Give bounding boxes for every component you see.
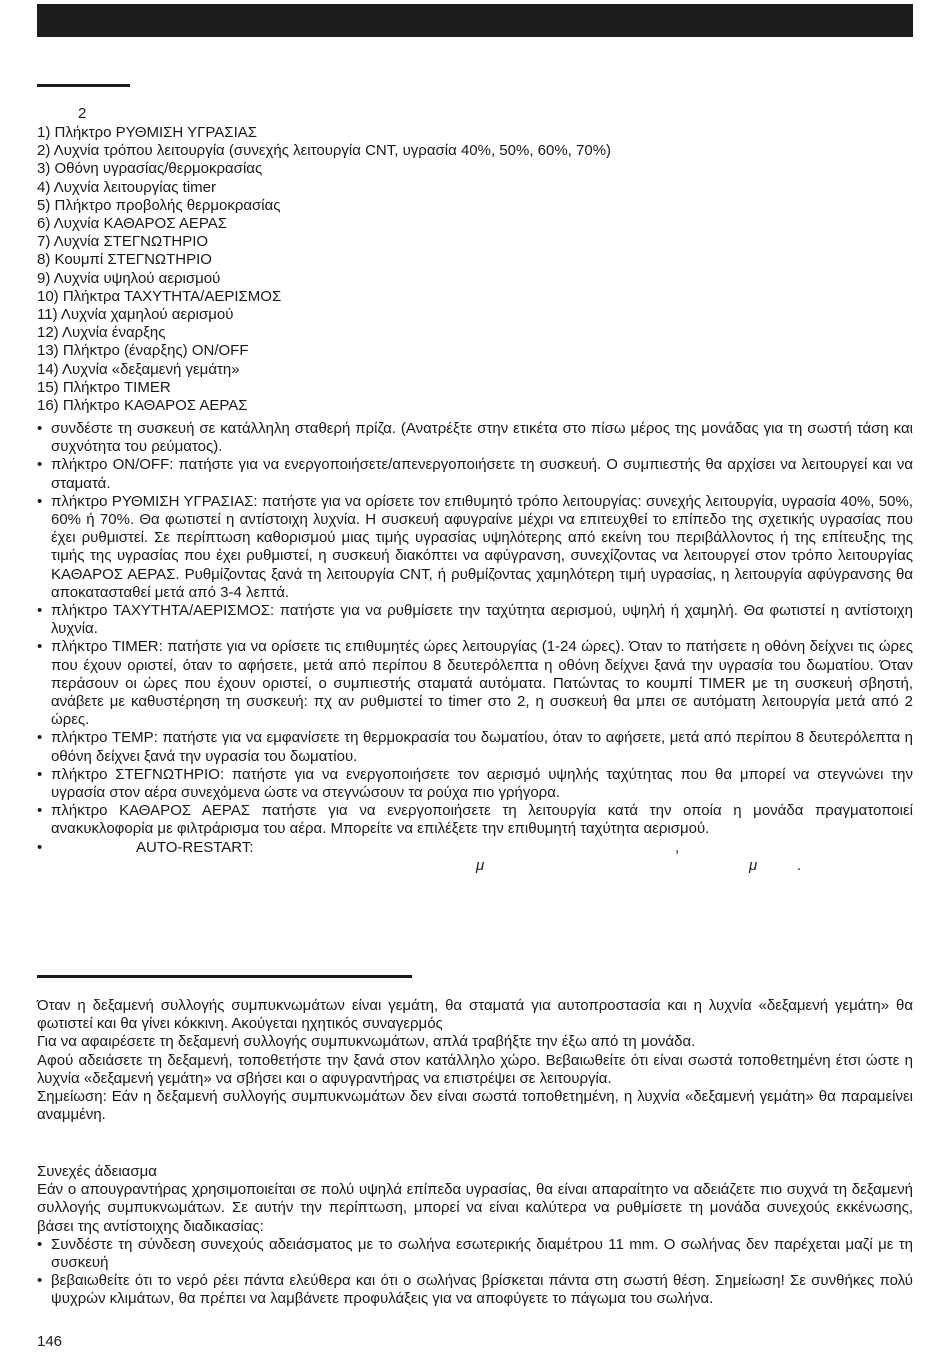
legend-item: 4) Λυχνία λειτουργίας timer bbox=[37, 178, 216, 196]
instruction-item: • πλήκτρο ΡΥΘΜΙΣΗ ΥΓΡΑΣΙΑΣ: πατήστε για να ορίσετε τον επιθυμητό τρόπο λειτουργίας: συνεχής λειτουργία, υγρασία 40%, 50%, 60% ή 70%. Θα φωτιστεί η αντίστοιχη λυχνία. Η συσκευή αφυγραίνε μέχρι να επιτευχθεί το επίπεδο της σχετικής υγρασίας που έχει ρυθμιστεί. Σε περίπτωση καθορισμού μιας τιμής υγρασίας υψηλότερης από εκείνη του περιβάλλοντος ή της επίτευξης της τιμής της υγρασίας που έχει ρυθμιστεί, η συσκευή διακόπτει να αφύγρανση, συνεχίζοντας να λειτουργεί στον τρόπο λειτουργίας ΚΑΘΑΡΟΣ ΑΕΡΑΣ. Ρυθμίζοντας ξανά τη λειτουργία CNT, ή ρυθμίζοντας χαμηλότερη τιμή υγρασίας, η λειτουργία αφύγρανσης θα αποκατασταθεί μετά από 3-4 λεπτά. bbox=[37, 492, 913, 601]
continuous-drain-section bbox=[37, 1163, 913, 1309]
instruction-item: • πλήκτρο TIMER: πατήστε για να ορίσετε τις επιθυμητές ώρες λειτουργίας (1-24 ώρες). Όταν το πατήσετε η οθόνη δείχνει τις ώρες που έχουν οριστεί, όταν το αφήσετε, μετά από περίπου 8 δευτερόλεπτα η οθόνη δείχνει ξανά την υγρασία του δωματίου. Όταν περάσουν οι ώρες που έχουν οριστεί, ο συμπιεστής σταματά αυτόματα. Πατώντας το κουμπί TIMER με τη συσκευή σβηστή, ανάβετε με καθυστέρηση τη συσκευή: πχ αν ρυθμιστεί το timer στο 2, η συσκευή θα μπει σε αυτόματη λειτουργία μετά από 2 ώρες. bbox=[37, 638, 913, 729]
section-rule-top bbox=[37, 84, 130, 87]
instruction-item: • πλήκτρο ΚΑΘΑΡΟΣ ΑΕΡΑΣ πατήστε για να ενεργοποιήσετε τη λειτουργία κατά την οποία η μονάδα πραγματοποιεί ανακυκλοφορία με φιλτράρισμα του αέρα. Μπορείτε να επιλέξετε την επιθυμητή ταχύτητα αερισμού. bbox=[37, 802, 913, 838]
bullet-mark: • bbox=[37, 492, 43, 510]
instruction-item: • πλήκτρο ΤΑΧΥΤΗΤΑ/ΑΕΡΙΣΜΟΣ: πατήστε για να ρυθμίσετε την ταχύτητα αερισμού, υψηλή ή χαμηλή. Θα φωτιστεί η αντίστοιχη λυχνία. bbox=[37, 602, 913, 638]
tank-paragraph: Αφού αδειάσετε τη δεξαμενή, τοποθετήστε την ξανά στον κατάλληλο χώρο. Βεβαιωθείτε ότι είναι σωστά τοποθετημένη έτσι ώστε η λυχνία «δεξαμενή γεμάτη» να σβήσει και ο αφυγραντήρας να επιστρέψει σε λειτουργία. bbox=[37, 1051, 913, 1087]
bullet-mark: • bbox=[37, 456, 43, 474]
legend-item: 8) Κουμπί ΣΤΕΓΝΩΤΗΡΙΟ bbox=[37, 251, 212, 269]
bullet-mark: • bbox=[37, 802, 43, 820]
instruction-item: • πλήκτρο ON/OFF: πατήστε για να ενεργοποιήσετε/απενεργοποιήσετε τη συσκευή. Ο συμπιεστής θα αρχίσει να λειτουργεί και να σταματά. bbox=[37, 456, 913, 492]
control-legend bbox=[37, 124, 913, 415]
auto-restart-period: . bbox=[797, 856, 802, 874]
instructions-list bbox=[37, 420, 913, 875]
legend-item: 3) Οθόνη υγρασίας/θερμοκρασίας bbox=[37, 160, 263, 178]
bullet-mark: • bbox=[37, 638, 43, 656]
legend-item: 11) Λυχνία χαμηλού αερισμού bbox=[37, 306, 234, 324]
drain-step: • Συνδέστε τη σύνδεση συνεχούς αδειάσματος με το σωλήνα εσωτερικής διαμέτρου 11 mm. Ο σωλήνας δεν παρέχεται μαζί με τη συσκευή bbox=[37, 1235, 913, 1272]
auto-restart-label: AUTO-RESTART: bbox=[136, 838, 254, 856]
bullet-mark: • bbox=[37, 765, 43, 783]
section-rule-bottom bbox=[37, 975, 412, 978]
page-number: 146 bbox=[37, 1333, 63, 1350]
tank-paragraph: Σημείωση: Εάν η δεξαμενή συλλογής συμπυκνωμάτων δεν είναι σωστά τοποθετημένη, η λυχνία «δεξαμενή γεμάτη» θα παραμείνει αναμμένη. bbox=[37, 1088, 913, 1124]
drain-step: • βεβαιωθείτε ότι το νερό ρέει πάντα ελεύθερα και ότι ο σωλήνας βρίσκεται πάντα στη σωστή θέση. Σημείωση! Σε συνθήκες πολύ ψυχρών κλιμάτων, θα πρέπει να λαμβάνετε προφυλάξεις για να αποφύγετε το πάγωμα του σωλήνα. bbox=[37, 1272, 913, 1308]
legend-item: 13) Πλήκτρο (έναρξης) ON/OFF bbox=[37, 342, 249, 360]
legend-item: 1) Πλήκτρο ΡΥΘΜΙΣΗ ΥΓΡΑΣΙΑΣ bbox=[37, 124, 258, 141]
legend-item: 6) Λυχνία ΚΑΘΑΡΟΣ ΑΕΡΑΣ bbox=[37, 215, 228, 233]
legend-item: 2) Λυχνία τρόπου λειτουργία (συνεχής λειτουργία CNT, υγρασία 40%, 50%, 60%, 70%) bbox=[37, 142, 612, 160]
tank-paragraph: Για να αφαιρέσετε τη δεξαμενή συλλογής συμπυκνωμάτων, απλά τραβήξτε την έξω από τη μονάδα. bbox=[37, 1033, 696, 1051]
legend-item: 15) Πλήκτρο TIMER bbox=[37, 378, 171, 396]
drain-intro: Εάν ο απουγραντήρας χρησιμοποιείται σε πολύ υψηλά επίπεδα υγρασίας, θα είναι απαραίτητο να αδειάζετε πιο συχνά τη δεξαμενή συλλογής συμπυκνωμάτων. Σε αυτήν την περίπτωση, μπορεί να είναι καλύτερα να ρυθμίσετε τη μονάδα συνεχούς εκκένωσης, βάσει της αντίστοιχης διαδικασίας: bbox=[37, 1181, 913, 1235]
legend-item: 12) Λυχνία έναρξης bbox=[37, 324, 166, 342]
bullet-mark: • bbox=[37, 420, 43, 437]
drain-title: Συνεχές άδειασμα bbox=[37, 1163, 157, 1180]
header-bar bbox=[37, 4, 913, 37]
instruction-item: • συνδέστε τη συσκευή σε κατάλληλη σταθερή πρίζα. (Ανατρέξτε στην ετικέτα στο πίσω μέρος της μονάδας για τη σωστή τάση και συχνότητα του ρεύματος). bbox=[37, 420, 913, 456]
legend-item: 14) Λυχνία «δεξαμενή γεμάτη» bbox=[37, 360, 240, 378]
auto-restart-mu: μ bbox=[749, 856, 758, 874]
legend-item: 7) Λυχνία ΣΤΕΓΝΩΤΗΡΙΟ bbox=[37, 233, 209, 251]
instruction-item: • πλήκτρο TEMP: πατήστε για να εμφανίσετε τη θερμοκρασία του δωματίου, όταν το αφήσετε, μετά από περίπου 8 δευτερόλεπτα η οθόνη δείχνει ξανά την υγρασία του δωματίου. bbox=[37, 729, 913, 765]
auto-restart-mu: μ bbox=[476, 856, 485, 874]
bullet-mark: • bbox=[37, 729, 43, 747]
legend-item: 10) Πλήκτρα ΤΑΧΥΤΗΤΑ/ΑΕΡΙΣΜΟΣ bbox=[37, 287, 282, 305]
legend-item: 5) Πλήκτρο προβολής θερμοκρασίας bbox=[37, 196, 281, 214]
bullet-mark: • bbox=[37, 1235, 43, 1253]
bullet-mark: • bbox=[37, 1272, 43, 1290]
bullet-mark: • bbox=[37, 838, 43, 856]
auto-restart-item bbox=[37, 839, 913, 875]
legend-item: 9) Λυχνία υψηλού αερισμού bbox=[37, 269, 221, 287]
legend-item: 16) Πλήκτρο ΚΑΘΑΡΟΣ ΑΕΡΑΣ bbox=[37, 397, 248, 415]
figure-number: 2 bbox=[78, 105, 87, 122]
bullet-mark: • bbox=[37, 602, 43, 620]
tank-section bbox=[37, 997, 913, 1124]
instruction-item: • πλήκτρο ΣΤΕΓΝΩΤΗΡΙΟ: πατήστε για να ενεργοποιήσετε τον αερισμό υψηλής ταχύτητας που θα μπορεί να στεγνώνει την υγρασία στον αέρα συνεχόμενα ώστε να στεγνώσουν τα ρούχα πιο γρήγορα. bbox=[37, 765, 913, 802]
auto-restart-comma: , bbox=[675, 838, 680, 856]
tank-paragraph: Όταν η δεξαμενή συλλογής συμπυκνωμάτων είναι γεμάτη, θα σταματά για αυτοπροστασία και η λυχνία «δεξαμενή γεμάτη» θα φωτιστεί και θα γίνει κόκκινη. Ακούγεται ηχητικός συναγερμός bbox=[37, 997, 913, 1033]
